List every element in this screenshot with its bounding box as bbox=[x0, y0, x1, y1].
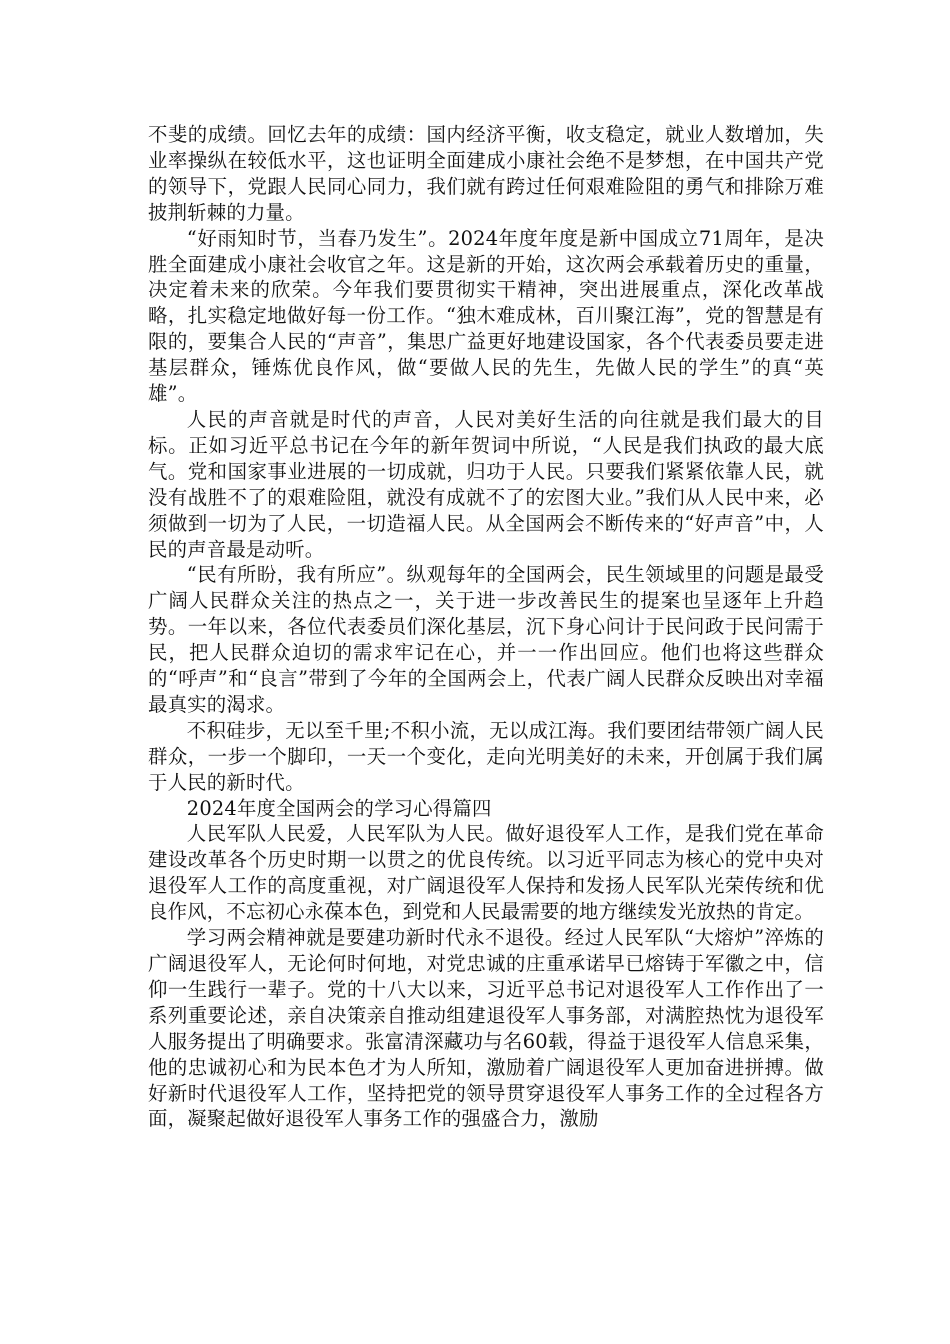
paragraph: “好雨知时节，当春乃发生”。2024年度年度是新中国成立71周年，是决胜全面建成小康社会收官之年。这是新的开始，这次两会承载着历史的重量，决定着未来的欣荣。今年我们要贯彻实干精神，突出进展重点，深化改革战略，扎实稳定地做好每一份工作。“独木难成林，百川聚江海”，党的智慧是有限的，要集合人民的“声音”，集思广益更好地建设国家，各个代表委员要走进基层群众，锤炼优良作风，做“要做人民的先生，先做人民的学生”的真“英雄”。 bbox=[148, 226, 824, 406]
paragraph: 不积硅步，无以至千里;不积小流，无以成江海。我们要团结带领广阔人民群众，一步一个脚印，一天一个变化，走向光明美好的未来，开创属于我们属于人民的新时代。 bbox=[148, 718, 824, 794]
section-paragraph: 人民军队人民爱，人民军队为人民。做好退役军人工作，是我们党在革命建设改革各个历史时期一以贯之的优良传统。以习近平同志为核心的党中央对退役军人工作的高度重视，对广阔退役军人保持和发扬人民军队光荣传统和优良作风，不忘初心永葆本色，到党和人民最需要的地方继续发光放热的肯定。 bbox=[148, 822, 824, 924]
paragraph: “民有所盼，我有所应”。纵观每年的全国两会，民生领域里的问题是最受广阔人民群众关注的热点之一，关于进一步改善民生的提案也呈逐年上升趋势。一年以来，各位代表委员们深化基层，沉下身心问计于民问政于民问需于民，把人民群众迫切的需求牢记在心，并一一作出回应。他们也将这些群众的“呼声”和“良言”带到了今年的全国两会上，代表广阔人民群众反映出对幸福最真实的渴求。 bbox=[148, 563, 824, 716]
section-paragraph: 学习两会精神就是要建功新时代永不退役。经过人民军队“大熔炉”淬炼的广阔退役军人，无论何时何地，对党忠诚的庄重承诺早已熔铸于军徽之中，信仰一生践行一辈子。党的十八大以来，习近平总书记对退役军人工作作出了一系列重要论述，亲自决策亲自推动组建退役军人事务部，对满腔热忱为退役军人服务提出了明确要求。张富清深藏功与名60载，得益于退役军人信息采集，他的忠诚初心和为民本色才为人所知，激励着广阔退役军人更加奋进拼搏。做好新时代退役军人工作，坚持把党的领导贯穿退役军人事务工作的全过程各方面，凝聚起做好退役军人事务工作的强盛合力，激励 bbox=[148, 926, 824, 1131]
section-title: 2024年度全国两会的学习心得篇四 bbox=[186, 796, 492, 820]
paragraph: 人民的声音就是时代的声音，人民对美好生活的向往就是我们最大的目标。正如习近平总书记在今年的新年贺词中所说，“人民是我们执政的最大底气。党和国家事业进展的一切成就，归功于人民。只要我们紧紧依靠人民，就没有战胜不了的艰难险阻，就没有成就不了的宏图大业。”我们从人民中来，必须做到一切为了人民，一切造福人民。从全国两会不断传来的“好声音”中，人民的声音最是动听。 bbox=[148, 407, 824, 561]
document-body bbox=[148, 122, 824, 1132]
paragraph-continued: 不斐的成绩。回忆去年的成绩：国内经济平衡，收支稳定，就业人数增加，失业率操纵在较低水平，这也证明全面建成小康社会绝不是梦想，在中国共产党的领导下，党跟人民同心同力，我们就有跨过任何艰难险阻的勇气和排除万难披荆斩棘的力量。 bbox=[148, 123, 824, 224]
